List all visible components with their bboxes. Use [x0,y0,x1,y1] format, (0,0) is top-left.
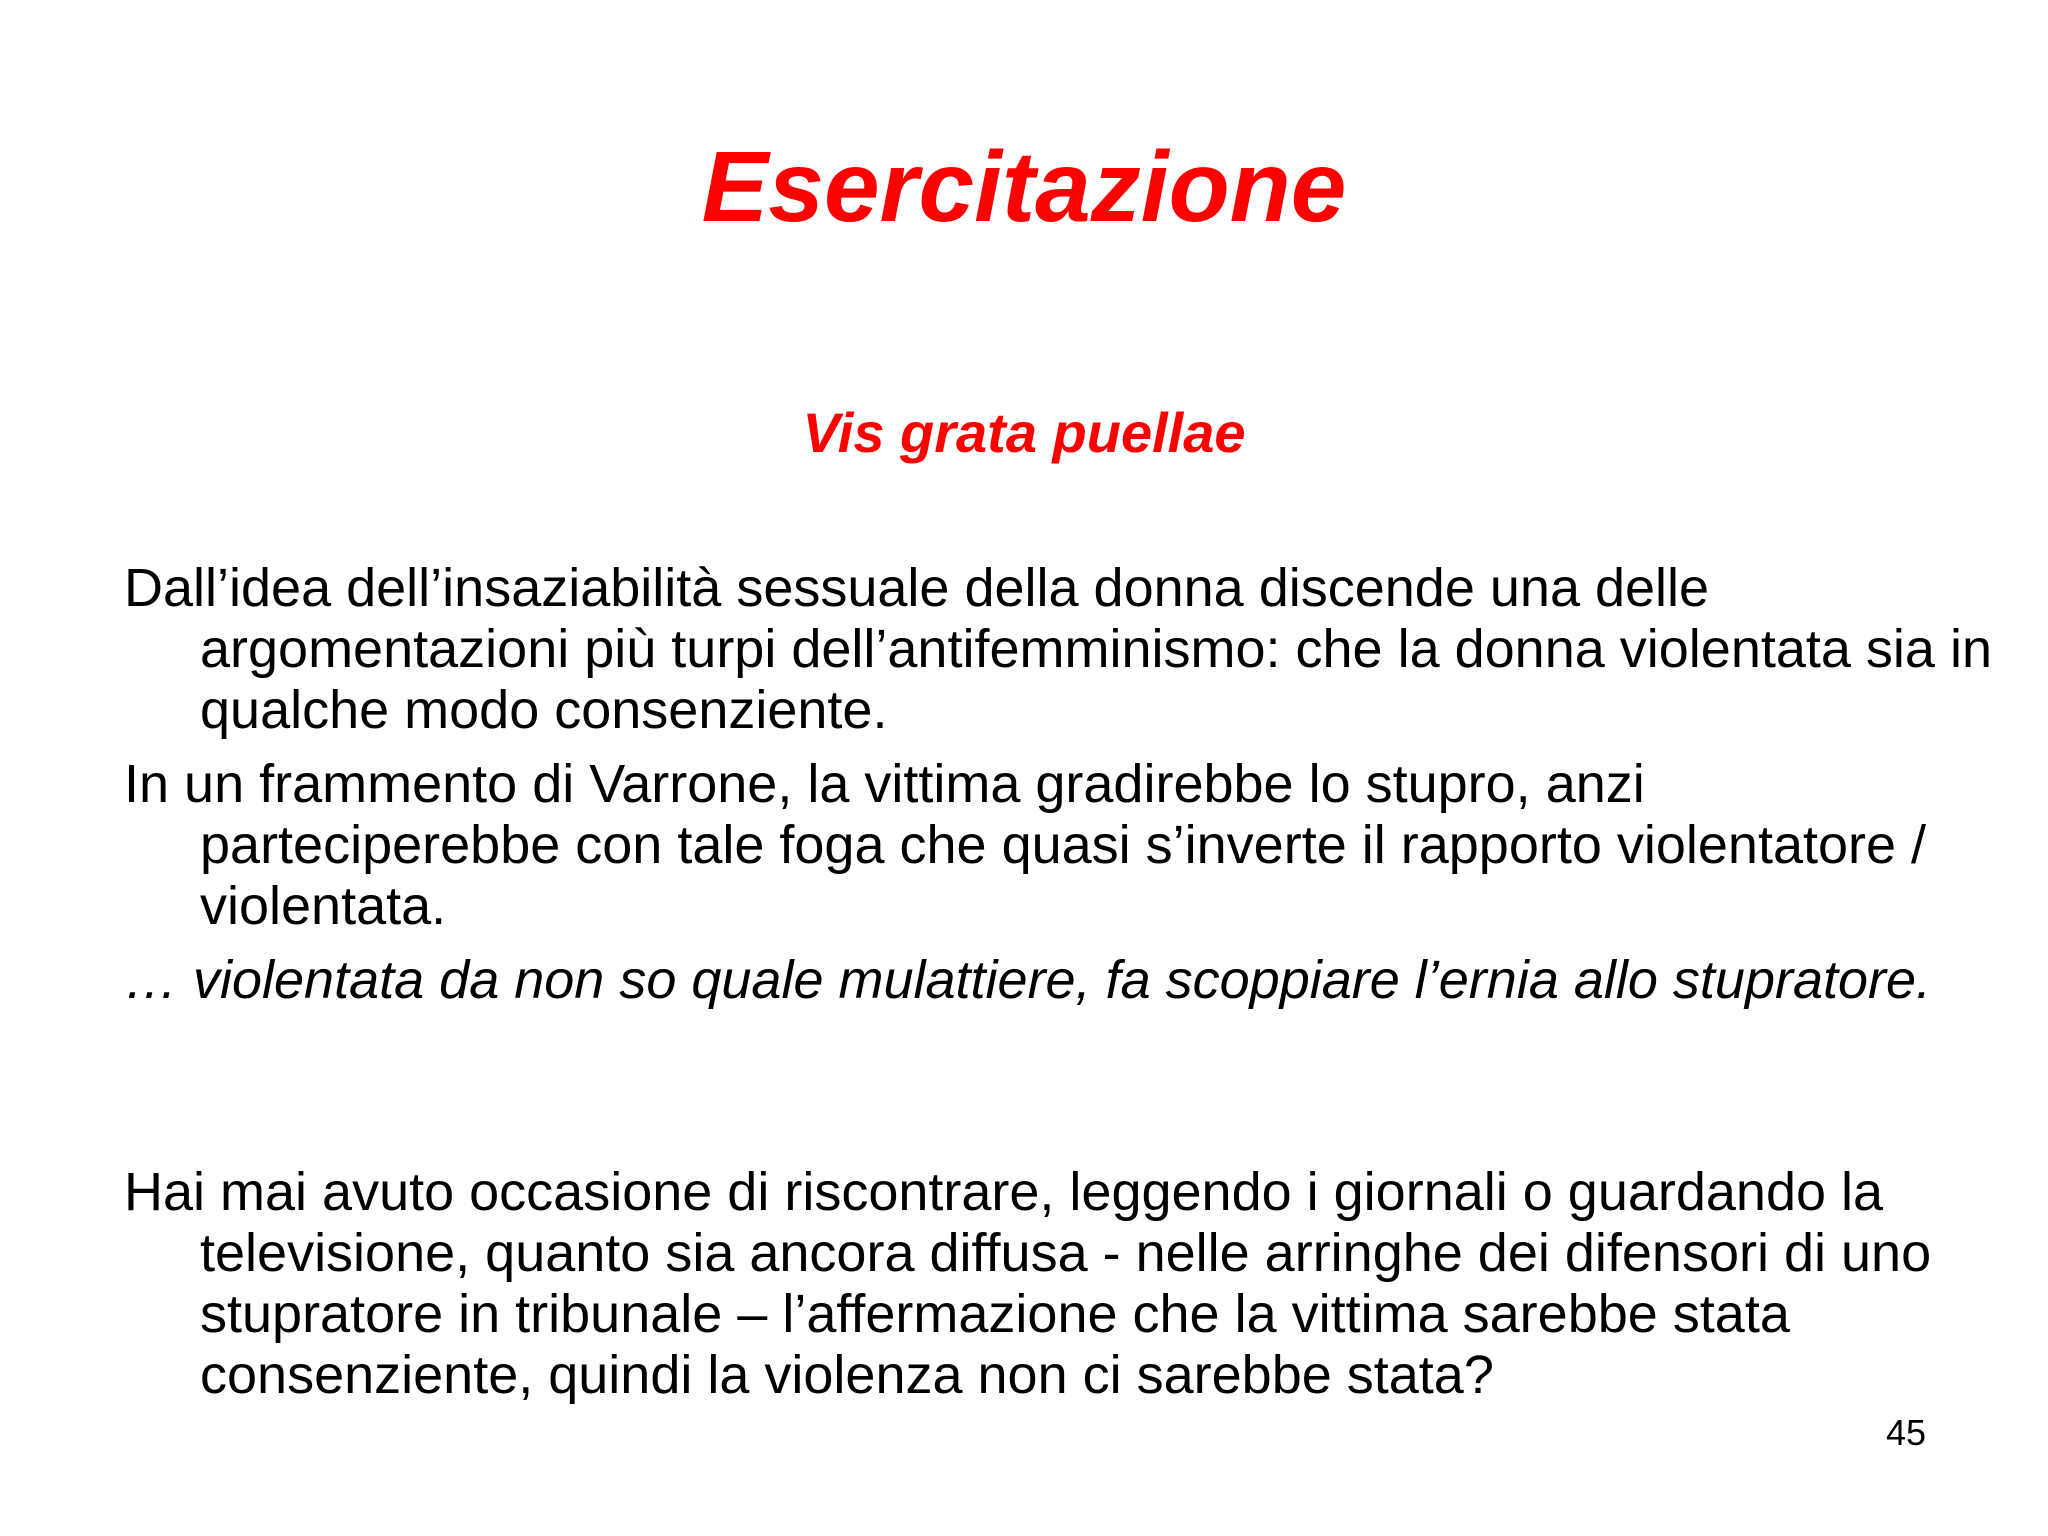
paragraph-varrone: In un frammento di Varrone, la vittima gradirebbe lo stupro, anzi parteciperebbe con tale foga che quasi s’inverte il rapporto violentatore / violentata. [124,754,1927,936]
slide-subtitle: Vis grata puellae [802,401,1246,464]
slide-title: Esercitazione [701,131,1347,243]
paragraph-question: Hai mai avuto occasione di riscontrare, leggendo i giornali o guardando la televisione, quanto sia ancora diffusa - nelle arringhe dei difensori di uno stupratore in tribunale – l’affermazione che la vittima sarebbe stata consenziente, quindi la violenza non ci sarebbe stata? [124,1162,1932,1405]
page-number: 45 [1885,1412,1926,1453]
paragraph-insaziabilita: Dall’idea dell’insaziabilità sessuale della donna discende una delle argomentazioni più turpi dell’antifemminismo: che la donna violentata sia in qualche modo consenziente. [124,558,1992,740]
paragraph-quote: … violentata da non so quale mulattiere, fa scoppiare l’ernia allo stupratore. [124,950,1932,1010]
